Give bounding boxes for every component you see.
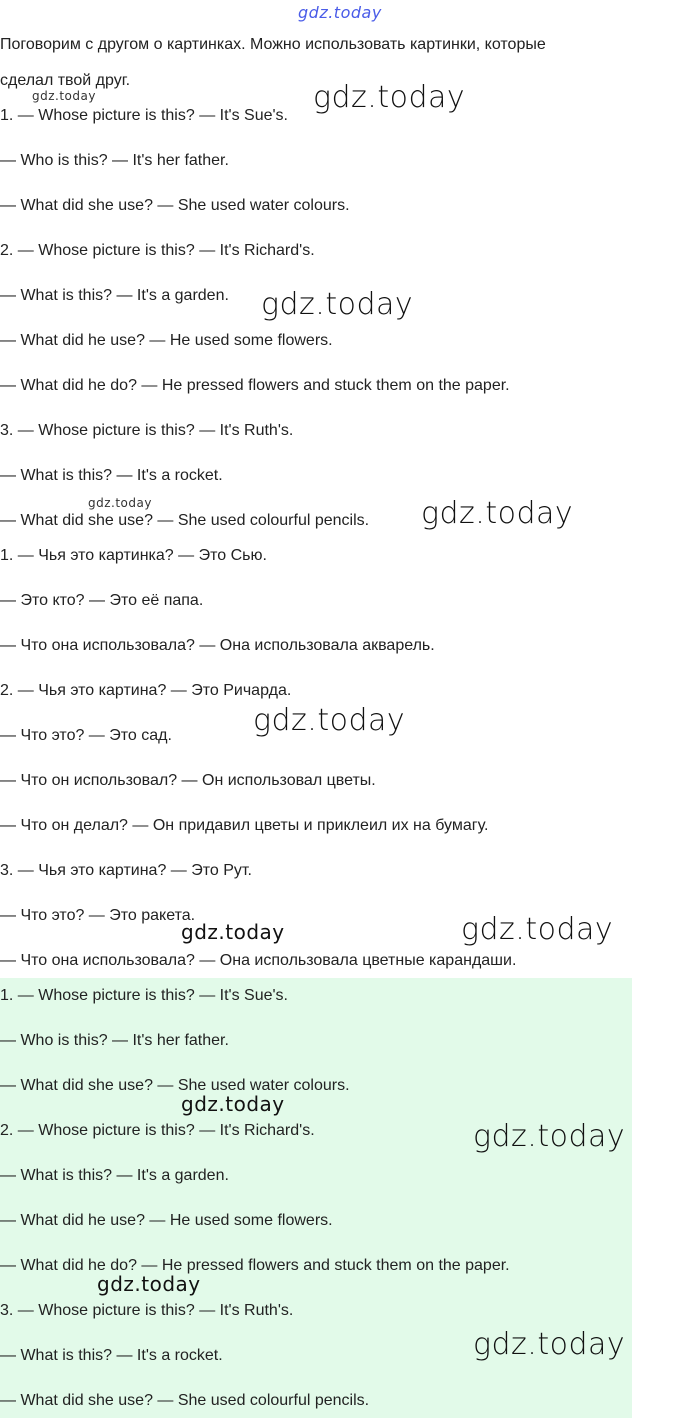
list-item: — Это кто? — Это её папа. — [0, 592, 204, 609]
list-item: — Что это? — Это ракета. — [0, 907, 196, 924]
list-item: — What did she use? — She used colourful pencils. — [0, 512, 370, 529]
list-item: — What did he do? — He pressed flowers and stuck them on the paper. — [0, 377, 510, 394]
list-item: 1. — Whose picture is this? — It's Sue's. — [0, 987, 288, 1004]
list-item: 3. — Чья это картина? — Это Рут. — [0, 862, 252, 879]
list-item: — What did he do? — He pressed flowers and stuck them on the paper. — [0, 1257, 510, 1274]
list-item: 2. — Whose picture is this? — It's Richard's. — [0, 242, 315, 259]
list-item: 2. — Whose picture is this? — It's Richard's. — [0, 1122, 315, 1139]
watermark: gdz.today — [181, 920, 285, 944]
watermark: gdz.today — [461, 912, 614, 947]
list-item: — Что он делал? — Он придавил цветы и приклеил их на бумагу. — [0, 817, 489, 834]
list-item: — Что это? — Это сад. — [0, 727, 172, 744]
watermark: gdz.today — [313, 80, 466, 115]
watermark: gdz.today — [88, 496, 152, 510]
watermark: gdz.today — [473, 1119, 626, 1154]
list-item: — Who is this? — It's her father. — [0, 1032, 229, 1049]
watermark: gdz.today — [261, 287, 414, 322]
list-item: — What is this? — It's a rocket. — [0, 467, 223, 484]
watermark: gdz.today — [97, 1272, 201, 1296]
list-item: 1. — Чья это картинка? — Это Сью. — [0, 547, 267, 564]
list-item: — What did he use? — He used some flowers. — [0, 332, 333, 349]
list-item: — What is this? — It's a rocket. — [0, 1347, 223, 1364]
watermark: gdz.today — [421, 496, 574, 531]
watermark: gdz.today — [253, 703, 406, 738]
list-item: — What is this? — It's a garden. — [0, 287, 229, 304]
watermark: gdz.today — [181, 1092, 285, 1116]
header-watermark: gdz.today — [298, 3, 382, 22]
watermark: gdz.today — [32, 89, 96, 103]
list-item: — What did she use? — She used colourful pencils. — [0, 1392, 370, 1409]
list-item: — What did he use? — He used some flowers. — [0, 1212, 333, 1229]
list-item: — Who is this? — It's her father. — [0, 152, 229, 169]
list-item: — Что она использовала? — Она использовала цветные карандаши. — [0, 952, 517, 969]
list-item: — What did she use? — She used water colours. — [0, 1077, 350, 1094]
list-item: 2. — Чья это картина? — Это Ричарда. — [0, 682, 292, 699]
list-item: — What did she use? — She used water colours. — [0, 197, 350, 214]
intro-line-2: сделал твой друг. — [0, 72, 131, 89]
list-item: 3. — Whose picture is this? — It's Ruth's. — [0, 422, 294, 439]
watermark: gdz.today — [473, 1327, 626, 1362]
list-item: 3. — Whose picture is this? — It's Ruth's. — [0, 1302, 294, 1319]
intro-line-1: Поговорим с другом о картинках. Можно использовать картинки, которые — [0, 36, 546, 53]
list-item: — Что он использовал? — Он использовал цветы. — [0, 772, 376, 789]
list-item: 1. — Whose picture is this? — It's Sue's. — [0, 107, 288, 124]
list-item: — Что она использовала? — Она использовала акварель. — [0, 637, 435, 654]
list-item: — What is this? — It's a garden. — [0, 1167, 229, 1184]
